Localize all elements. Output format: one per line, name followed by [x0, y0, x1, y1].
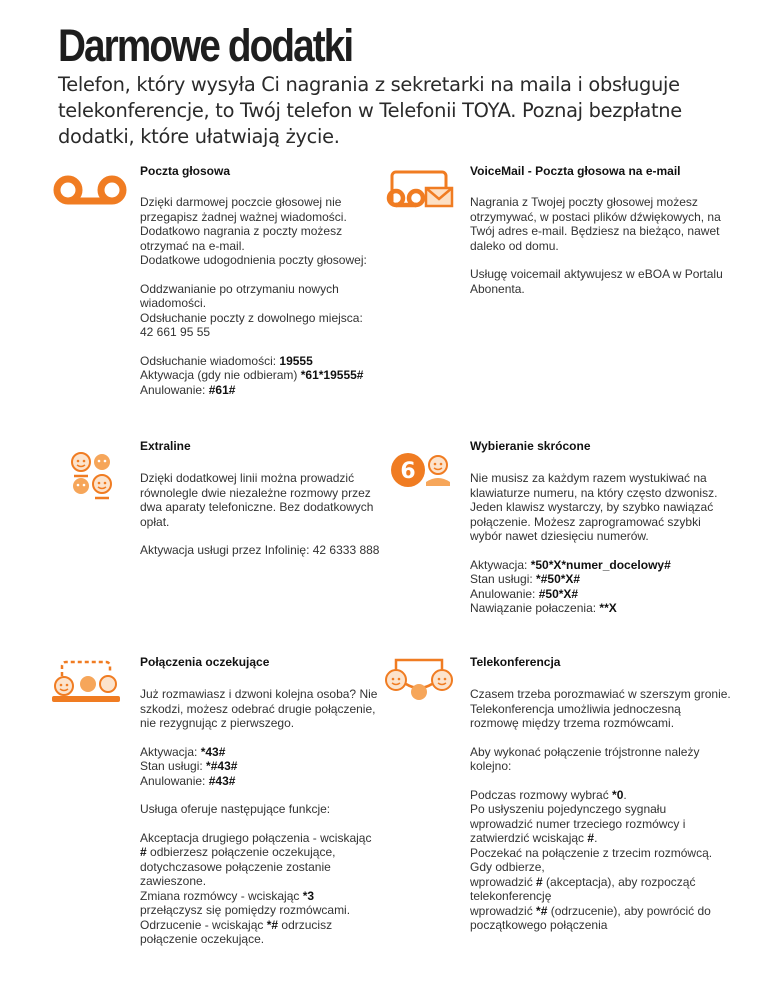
section-voicemail [470, 164, 732, 296]
section-text: Już rozmawiasz i dzwoni kolejna osoba? Nie szkodzi, możesz odebrać drugie połączenie, nie rezygnując z pierwszego. [140, 687, 378, 730]
section-title: Telekonferencja [470, 655, 561, 669]
code-line: Anulowanie: #43# [140, 773, 236, 788]
step-line: Gdy odbierze, [470, 860, 545, 874]
code: *0 [612, 787, 624, 802]
speed-dial-icon [388, 448, 456, 492]
code: #61# [208, 382, 236, 397]
feature-line: Akceptacja drugiego połączenia - wciskając # odbierzesz połączenie oczekujące, dotychczasowe połączenie zostanie zawieszone. [140, 830, 372, 888]
section-text: Dzięki darmowej poczcie głosowej nie przegapisz żadnej ważnej wiadomości. Dodatkowo nagrania z poczty możesz otrzymać na e-mail. [140, 195, 347, 253]
section-text: Oddzwanianie po otrzymaniu nowych wiadomości. [140, 281, 339, 310]
section-text: Usługę voicemail aktywujesz w eBOA w Portalu Abonenta. [470, 267, 723, 296]
feature-line: Odrzucenie - wciskając *# odrzucisz połączenie oczekujące. [140, 917, 333, 946]
section-text: Usługa oferuje następujące funkcje: [140, 802, 331, 816]
code: # [587, 831, 595, 845]
section-poczta-glosowa [140, 164, 375, 397]
code-line: Nawiązanie połaczenia: **X [470, 601, 617, 615]
section-text: Odsłuchanie poczty z dowolnego miejsca: 42 661 95 55 [140, 310, 363, 339]
page-intro: Telefon, który wysyła Ci nagrania z sekretarki na maila i obsługuje telekonferencje, to Twój telefon w Telefonii TOYA. Poznaj bezpłatne dodatki, które ułatwiają życie. [58, 73, 682, 148]
conference-call-icon [380, 652, 458, 702]
code: *61*19555# [300, 368, 364, 382]
voicemail-email-icon [382, 166, 456, 210]
section-text: Nie musisz za każdym razem wystukiwać na klawiaturze numeru, na który często dzwonisz. Jeden klawisz wystarczy, by szybko nawiązać połączenie. Możesz zaprogramować szybki wybór nawet dziesięciu numerów. [470, 471, 718, 543]
code: # [140, 845, 147, 859]
section-text: Dodatkowe udogodnienia poczty głosowej: [140, 253, 367, 267]
code: *50*X*numer_docelowy# [530, 557, 671, 572]
code: *# [266, 917, 279, 932]
section-title: VoiceMail - Poczta głosowa na e-mail [470, 164, 681, 178]
code: *43# [200, 744, 226, 759]
code-line: Aktywacja (gdy nie odbieram) *61*19555# [140, 368, 364, 382]
section-title: Extraline [140, 439, 191, 453]
section-text: Dzięki dodatkowej linii można prowadzić równolegle dwie niezależne rozmowy przez dwa aparaty telefoniczne. Bez dodatkowych opłat. [140, 471, 374, 529]
code-line: Stan usługi: *#50*X# [470, 572, 581, 586]
section-extraline [140, 439, 380, 558]
code: #50*X# [538, 586, 579, 601]
code-line: Stan usługi: *#43# [140, 759, 238, 773]
section-text: Aby wykonać połączenie trójstronne należy kolejno: [470, 744, 700, 773]
code: #43# [208, 773, 236, 788]
section-wybieranie-skrocone [470, 439, 730, 616]
code-line: Anulowanie: #61# [140, 382, 236, 397]
section-title: Wybieranie skrócone [470, 439, 591, 453]
section-text: Aktywacja usługi przez Infolinię: 42 6333 888 [140, 543, 380, 557]
step-line: wprowadzić # (akceptacja), aby rozpocząć telekonferencję [470, 874, 696, 903]
code-line: Aktywacja: *50*X*numer_docelowy# [470, 557, 671, 572]
code: # [536, 874, 543, 889]
code: *#50*X# [536, 572, 581, 586]
code-line: Odsłuchanie wiadomości: 19555 [140, 353, 313, 368]
call-waiting-icon [50, 654, 122, 704]
speed-dial-digit: 6 [400, 459, 416, 484]
page-title: Darmowe dodatki [58, 20, 353, 71]
code: **X [599, 601, 617, 615]
voicemail-tape-icon [52, 174, 128, 206]
code-line: Anulowanie: #50*X# [470, 586, 579, 601]
section-title: Połączenia oczekujące [140, 655, 270, 669]
step-line: Poczekać na połączenie z trzecim rozmówcą. [470, 845, 713, 860]
code: *# [536, 903, 548, 918]
feature-line: Zmiana rozmówcy - wciskając *3 przełączysz się pomiędzy rozmówcami. [140, 888, 351, 917]
code: 19555 [279, 353, 313, 368]
step-line: Podczas rozmowy wybrać *0. [470, 787, 627, 802]
section-telekonferencja [470, 655, 732, 933]
section-polaczenia-oczekujace [140, 655, 380, 947]
code-line: Aktywacja: *43# [140, 744, 226, 759]
code: *#43# [206, 759, 238, 773]
code: *3 [302, 888, 315, 903]
section-title: Poczta głosowa [140, 164, 231, 178]
section-text: Czasem trzeba porozmawiać w szerszym gronie. Telekonferencja umożliwia jednoczesną rozmowę między trzema rozmówcami. [470, 687, 731, 730]
step-line: wprowadzić *# (odrzucenie), aby powrócić do początkowego połączenia [470, 903, 711, 932]
step-line: Po usłyszeniu pojedynczego sygnału wprowadzić numer trzeciego rozmówcy i zatwierdzić wciskając #. [470, 802, 686, 845]
section-text: Nagrania z Twojej poczty głosowej możesz otrzymywać, w postaci plików dźwiękowych, na Twój adres e-mail. Będziesz na bieżąco, nawet daleko od domu. [470, 195, 721, 253]
extraline-people-icon [64, 448, 118, 502]
